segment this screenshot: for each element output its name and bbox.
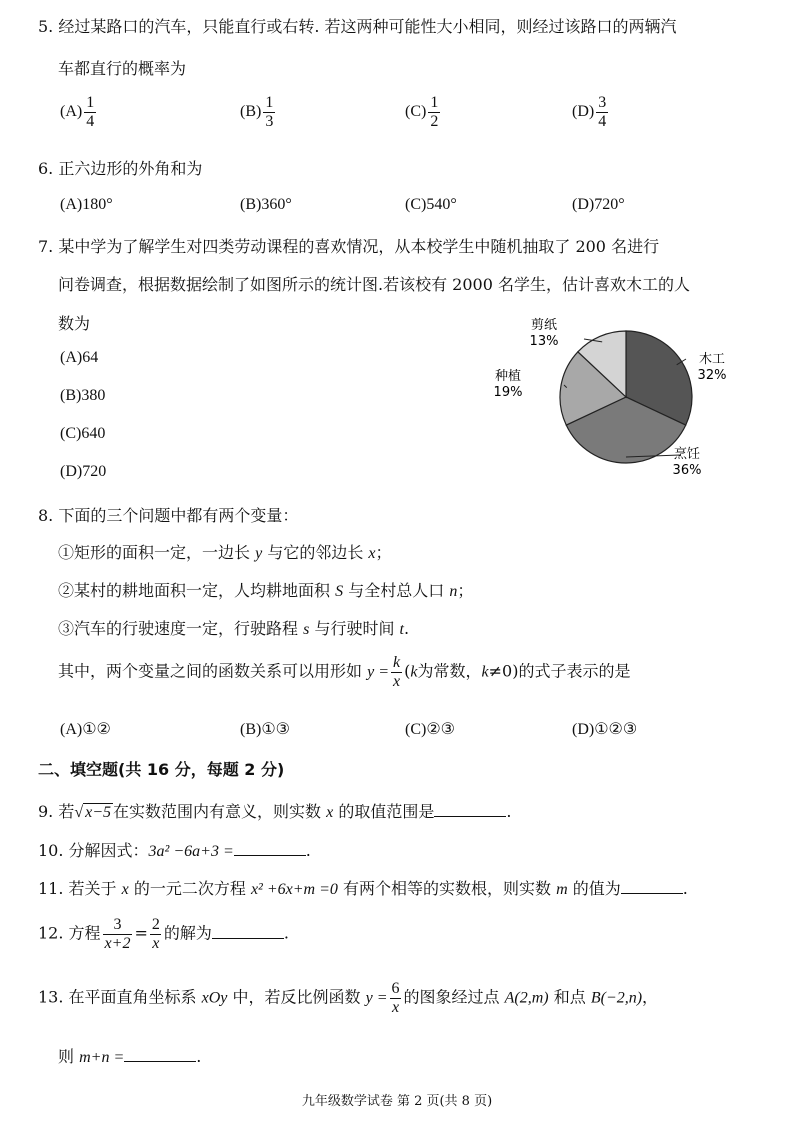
q13-line1: 13. 在平面直角坐标系 xOy 中，若反比例函数 y = $\frac{6}{x}$ 的图象经过点 A(2,m) 和点 B(−2,n)， — [38, 980, 659, 1016]
q10-answer-blank[interactable] — [234, 841, 306, 856]
q11: 11. 若关于 x 的一元二次方程 x² +6x+m =0 有两个相等的实数根，则实数 m 的值为 . — [38, 879, 688, 898]
q8-option-a: (A)①② — [60, 721, 111, 738]
q8-stem: 其中，两个变量之间的函数关系可以用形如 y = $\frac{k}{x}$ (k为常数，k≠0)的式子表示的是 — [58, 654, 631, 690]
q8-option-b: (B)①③ — [240, 721, 291, 738]
section-title-fill-in: 二、填空题(共 16 分，每题 2 分) — [38, 760, 285, 779]
pie-label-value-0: 32% — [697, 368, 727, 383]
q7-option-b: (B)380 — [60, 387, 106, 404]
pie-label-value-2: 19% — [493, 385, 523, 400]
pie-label-value-1: 36% — [672, 463, 702, 478]
q5-line1: 5. 经过某路口的汽车，只能直行或右转. 若这两种可能性大小相同，则经过该路口的两辆汽 — [38, 17, 677, 36]
q5-option-c: (C) $\frac{1}{2}$ — [405, 94, 439, 130]
q7-line2: 问卷调查，根据数据绘制了如图所示的统计图.若该校有 2000 名学生，估计喜欢木工的人 — [58, 275, 690, 294]
q13-answer-blank[interactable] — [124, 1047, 196, 1062]
q8-item2: ②某村的耕地面积一定，人均耕地面积 S 与全村总人口 n； — [58, 581, 474, 600]
pie-label-name-3: 剪纸 — [530, 318, 558, 333]
q11-answer-blank[interactable] — [621, 879, 683, 894]
q6-option-d: (D)720° — [572, 196, 625, 213]
q6-option-a: (A)180° — [60, 196, 113, 213]
q9-answer-blank[interactable] — [434, 802, 506, 817]
q6-option-c: (C)540° — [405, 196, 457, 213]
q12-answer-blank[interactable] — [212, 924, 284, 939]
q9: 9. 若√ x−5 在实数范围内有意义，则实数 x 的取值范围是 . — [38, 802, 512, 821]
q8-option-c: (C)②③ — [405, 721, 456, 738]
q5-line2: 车都直行的概率为 — [58, 59, 187, 78]
q5-option-a: (A) $\frac{1}{4}$ — [60, 94, 95, 130]
pie-label-value-3: 13% — [529, 334, 559, 349]
q8-item1: ①矩形的面积一定，一边长 y 与它的邻边长 x； — [58, 543, 392, 562]
q7-option-c: (C)640 — [60, 425, 106, 442]
pie-label-name-0: 木工 — [698, 352, 726, 367]
q7-option-d: (D)720 — [60, 463, 107, 480]
q10: 10. 分解因式：3a² −6a+3 = . — [38, 841, 311, 860]
q7-option-a: (A)64 — [60, 349, 99, 366]
q6-option-b: (B)360° — [240, 196, 292, 213]
q8-option-d: (D)①②③ — [572, 721, 638, 738]
pie-label-name-2: 种植 — [494, 369, 522, 384]
pie-chart — [480, 315, 740, 490]
q5-option-d: (D) $\frac{3}{4}$ — [572, 94, 607, 130]
q7-line1: 7. 某中学为了解学生对四类劳动课程的喜欢情况，从本校学生中随机抽取了 200 名进行 — [38, 237, 660, 256]
q6-line1: 6. 正六边形的外角和为 — [38, 159, 203, 178]
page-footer: 九年级数学试卷 第 2 页(共 8 页) — [301, 1094, 493, 1109]
q8-item3: ③汽车的行驶速度一定，行驶路程 s 与行驶时间 t. — [58, 619, 410, 638]
q5-option-b: (B) $\frac{1}{3}$ — [240, 94, 274, 130]
q13-line2: 则 m+n = . — [58, 1047, 202, 1066]
pie-label-name-1: 烹饪 — [673, 447, 701, 462]
q8-line1: 8. 下面的三个问题中都有两个变量： — [38, 506, 299, 525]
q12: 12. 方程 $\frac{3}{x+2}$ = $\frac{2}{x}$ 的解为 . — [38, 916, 289, 952]
q7-line3: 数为 — [58, 314, 91, 333]
